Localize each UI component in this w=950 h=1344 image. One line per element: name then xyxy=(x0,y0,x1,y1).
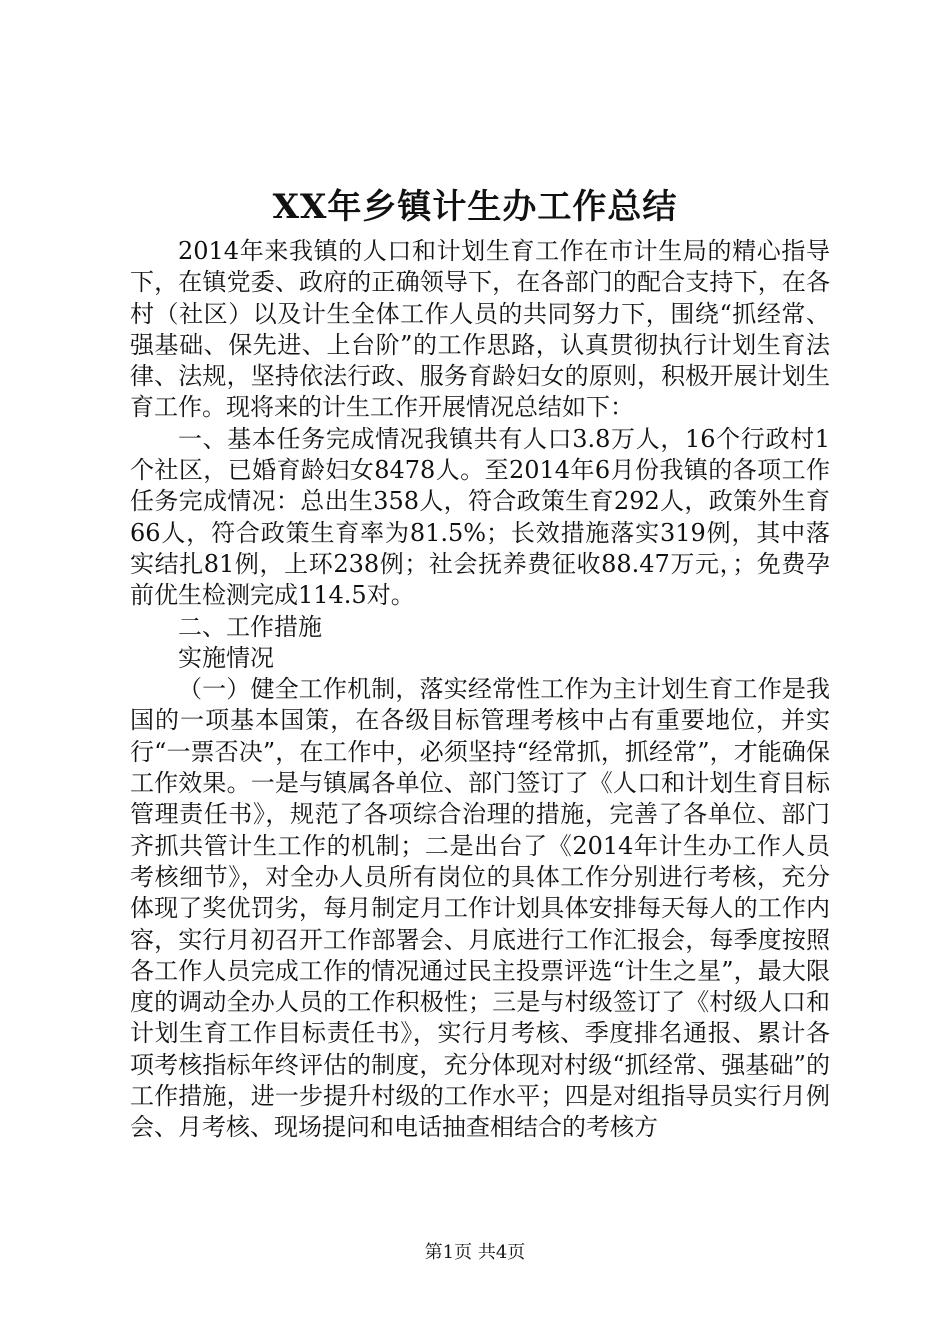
section-heading-implementation: 实施情况 xyxy=(178,643,274,672)
section-heading-measures: 二、工作措施 xyxy=(178,612,322,641)
paragraph-work-mechanism: （一）健全工作机制，落实经常性工作为主计划生育工作是我国的一项基本国策，在各级目标管理考核中占有重要地位，并实行“一票否决”，在工作中，必须坚持“经常抓，抓经常”，才能确保工作效果。一是与镇属各单位、部门签订了《人口和计划生育目标管理责任书》，规范了各项综合治理的措施，完善了各单位、部门齐抓共管计生工作的机制；二是出台了《2014年计生办工作人员考核细节》，对全办人员所有岗位的具体工作分别进行考核，充分体现了奖优罚劣，每月制定月工作计划具体安排每天每人的工作内容，实行月初召开工作部署会、月底进行工作汇报会，每季度按照各工作人员完成工作的情况通过民主投票评选“计生之星”，最大限度的调动全办人员的工作积极性；三是与村级签订了《村级人口和计划生育工作目标责任书》，实行月考核、季度排名通报、累计各项考核指标年终评估的制度，充分体现对村级“抓经常、强基础”的工作措施，进一步提升村级的工作水平；四是对组指导员实行月例会、月考核、现场提问和电话抽查相结合的考核方 xyxy=(130,675,830,1142)
document-body xyxy=(130,236,830,1144)
document-title: XX年乡镇计生办工作总结 xyxy=(272,187,678,227)
paragraph-basic-tasks: 一、基本任务完成情况我镇共有人口3.8万人，16个行政村1个社区，已婚育龄妇女8478人。至2014年6月份我镇的各项工作任务完成情况：总出生358人，符合政策生育292人，政策外生育66人，符合政策生育率为81.5%；长效措施落实319例，其中落实结扎81例，上环238例；社会抚养费征收88.47万元，；免费孕前优生检测完成114.5对。 xyxy=(130,424,830,610)
page-number-footer: 第1页 共4页 xyxy=(424,1242,526,1263)
paragraph-intro: 2014年来我镇的人口和计划生育工作在市计生局的精心指导下，在镇党委、政府的正确领导下，在各部门的配合支持下，在各村（社区）以及计生全体工作人员的共同努力下，围绕“抓经常、强基础、保先进、上台阶”的工作思路，认真贯彻执行计划生育法律、法规，坚持依法行政、服务育龄妇女的原则，积极开展计划生育工作。现将来的计生工作开展情况总结如下： xyxy=(130,237,830,422)
